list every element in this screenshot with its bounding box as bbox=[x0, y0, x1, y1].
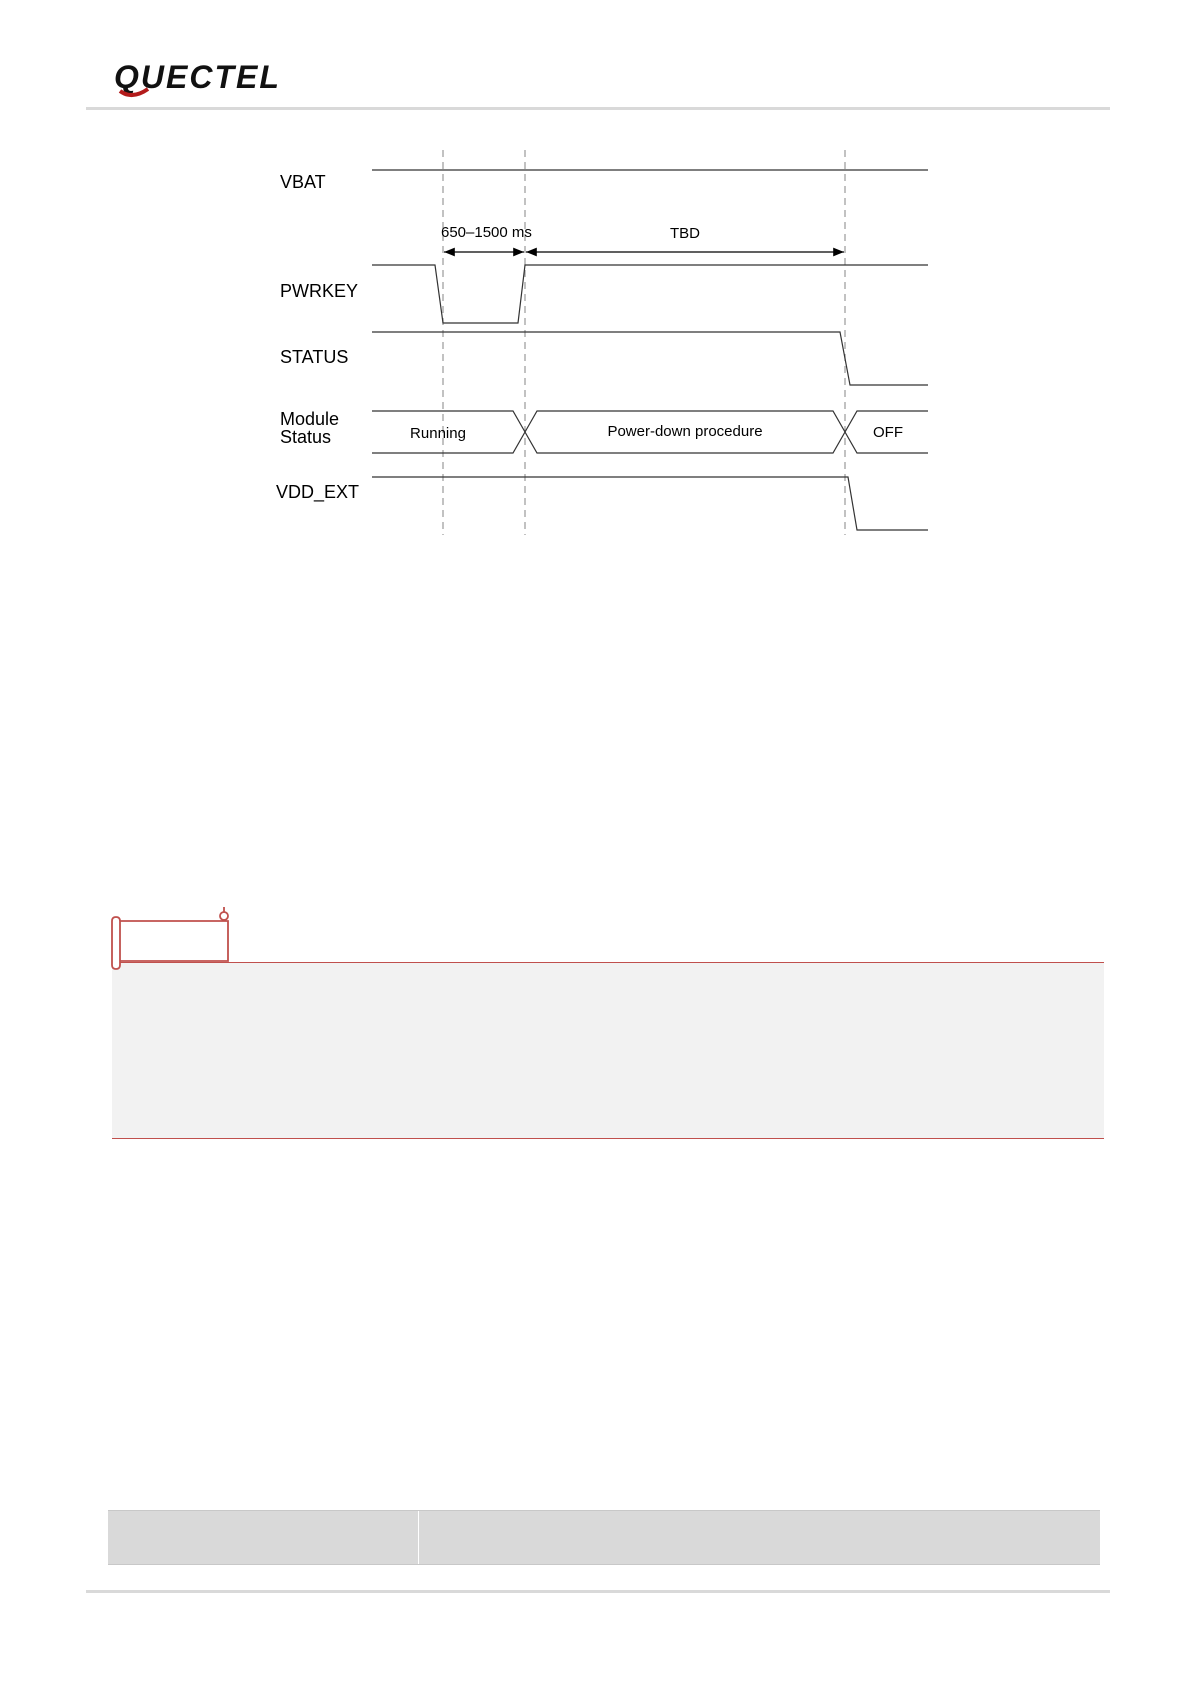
label-vbat: VBAT bbox=[280, 172, 326, 192]
annotation-pulse-width: 650–1500 ms bbox=[441, 224, 532, 241]
state-power-down: Power-down procedure bbox=[607, 423, 763, 440]
footer-rule bbox=[86, 1590, 1110, 1593]
table-header-row bbox=[108, 1510, 1100, 1565]
label-module-status-2: Status bbox=[280, 427, 332, 447]
note-scroll-icon bbox=[106, 905, 236, 971]
wave-status bbox=[372, 332, 928, 385]
label-pwrkey: PWRKEY bbox=[280, 281, 359, 301]
table-header-cell-2 bbox=[418, 1511, 1100, 1564]
state-off: OFF bbox=[873, 424, 903, 441]
quectel-logo bbox=[112, 58, 342, 98]
state-running: Running bbox=[410, 425, 466, 442]
logo-text: QUECTEL bbox=[114, 59, 281, 95]
power-down-timing-diagram bbox=[260, 145, 940, 540]
label-module-status-1: Module bbox=[280, 409, 340, 429]
note-box bbox=[112, 962, 1104, 1139]
header-rule bbox=[86, 107, 1110, 110]
annotation-shutdown-time: TBD bbox=[670, 225, 700, 242]
table-header-cell-1 bbox=[108, 1511, 418, 1564]
label-vdd-ext: VDD_EXT bbox=[276, 482, 360, 502]
label-status: STATUS bbox=[280, 347, 349, 367]
